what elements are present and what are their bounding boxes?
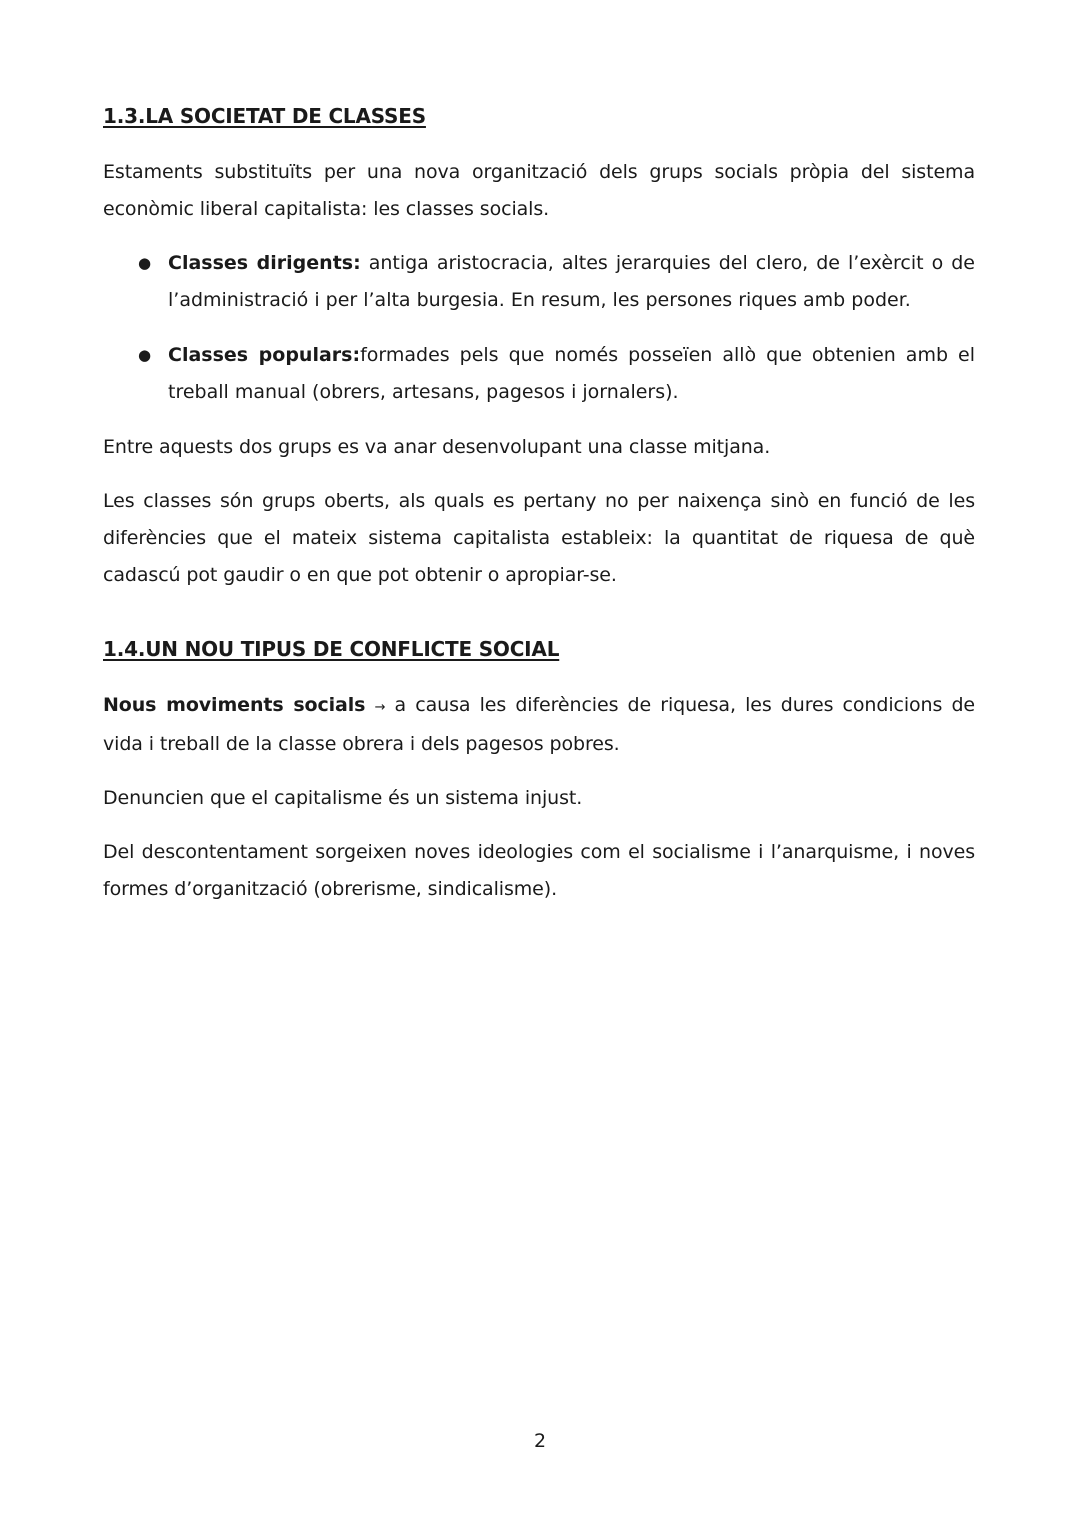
paragraph-text: a causa les diferències de riquesa, les dures condicions de vida i treball de la classe obrera i dels pagesos pobres. xyxy=(103,694,975,755)
bullet-icon: ● xyxy=(138,346,152,364)
paragraph-grups-oberts: Les classes són grups oberts, als quals es pertany no per naixença sinò en funció de les diferències que el mateix sistema capitalista estableix: la quantitat de riquesa de què cadascú pot gaudir o en que pot obtenir o apropiar-se. xyxy=(103,490,975,586)
paragraph-ideologies: Del descontentament sorgeixen noves ideologies com el socialisme i l’anarquisme, i noves formes d’organització (obrerisme, sindicalisme). xyxy=(103,841,975,900)
bullet-text: formades pels que només posseïen allò que obtenien amb el treball manual (obrers, artesans, pagesos i jornalers). xyxy=(168,344,975,403)
bullet-label: Classes dirigents: xyxy=(168,252,361,274)
paragraph-capitalisme-injust: Denuncien que el capitalisme és un sistema injust. xyxy=(103,787,583,809)
section-heading-societat-classes: 1.3.LA SOCIETAT DE CLASSES xyxy=(103,104,426,128)
section-heading-conflicte-social: 1.4.UN NOU TIPUS DE CONFLICTE SOCIAL xyxy=(103,637,560,661)
paragraph-classe-mitjana: Entre aquests dos grups es va anar desenvolupant una classe mitjana. xyxy=(103,436,771,458)
paragraph-moviments-socials xyxy=(103,687,975,763)
bullet-text: antiga aristocracia, altes jerarquies del clero, de l’exèrcit o de l’administració i per l’alta burgesia. En resum, les persones riques amb poder. xyxy=(168,252,975,311)
bold-term: Nous moviments socials xyxy=(103,694,366,716)
bullet-label: Classes populars: xyxy=(168,344,361,366)
bullet-icon: ● xyxy=(138,254,152,272)
paragraph-intro: Estaments substituïts per una nova organització dels grups socials pròpia del sistema econòmic liberal capitalista: les classes socials. xyxy=(103,161,975,220)
classes-list xyxy=(103,245,975,411)
page-number: 2 xyxy=(533,1430,547,1452)
list-item-classes-dirigents xyxy=(103,245,975,319)
document-page xyxy=(103,100,975,908)
arrow-right-icon: → xyxy=(374,700,386,715)
list-item-classes-populars xyxy=(103,337,975,411)
